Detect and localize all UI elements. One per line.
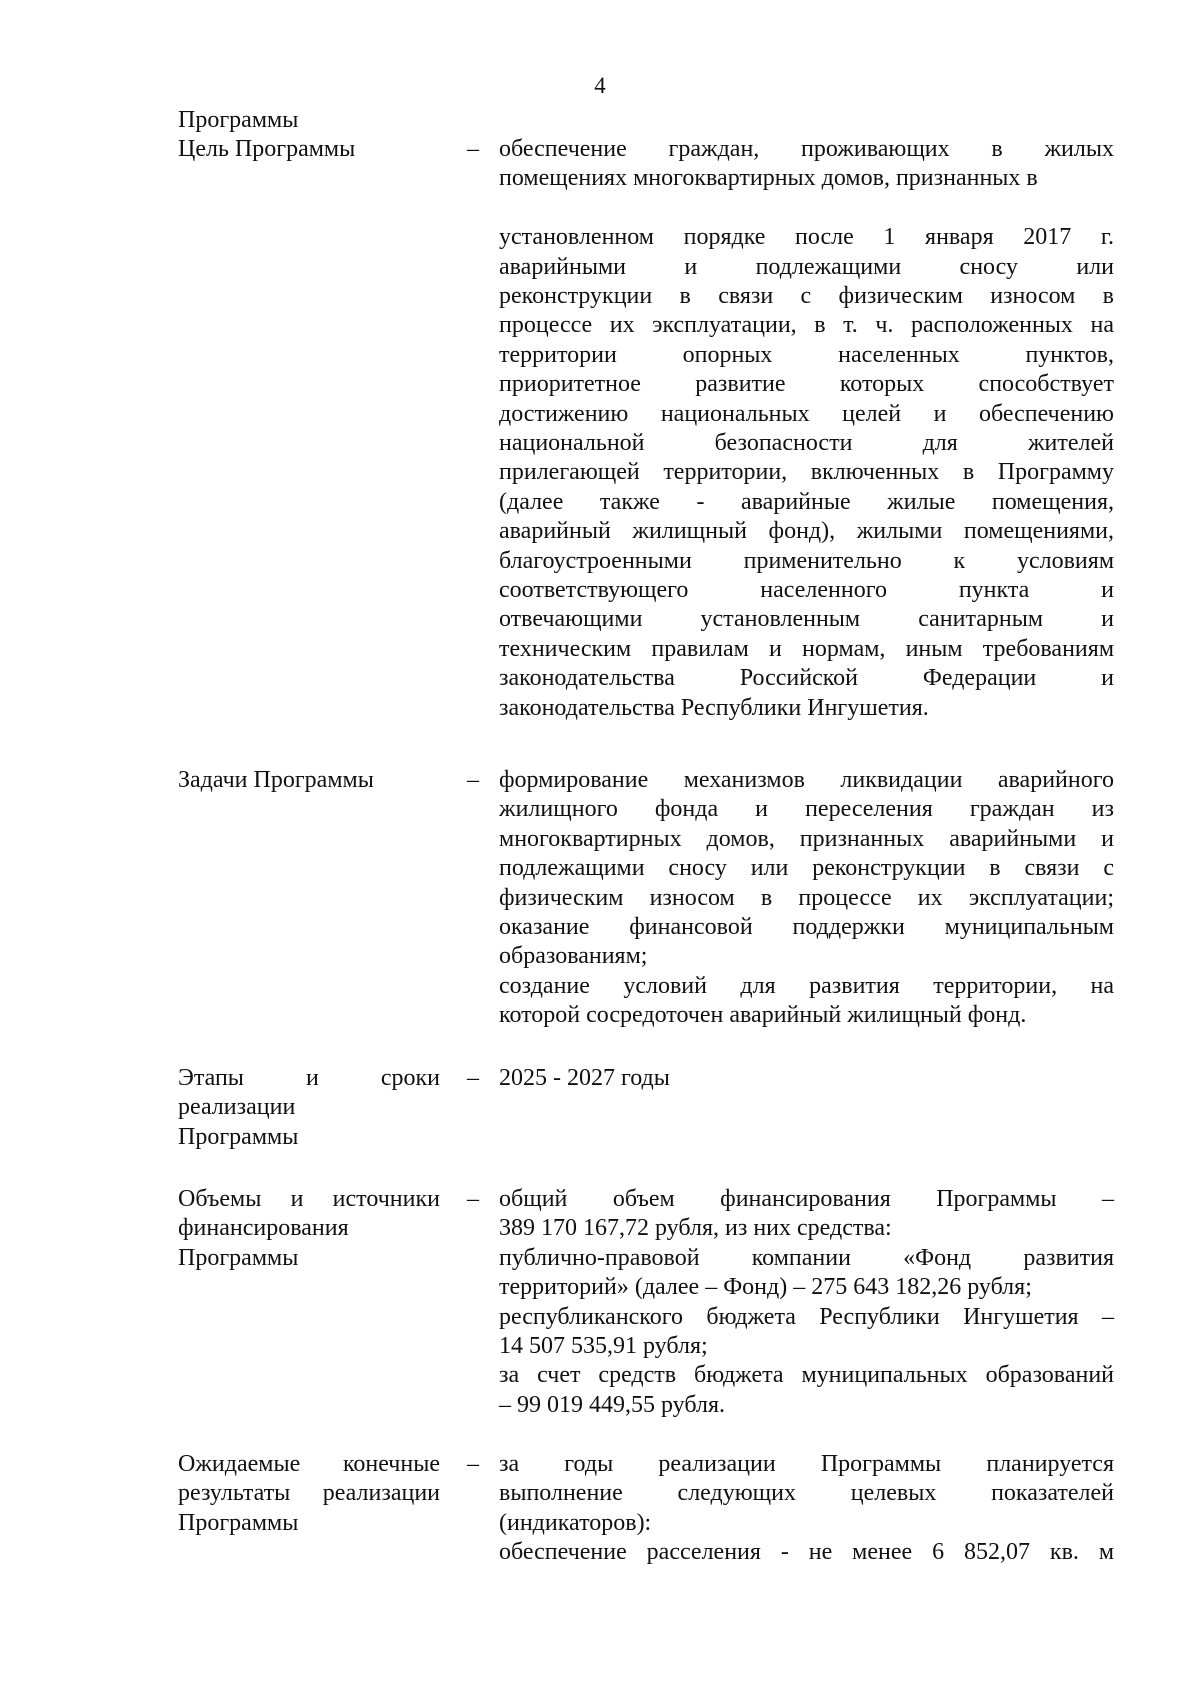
funding-label-line: финансирования — [178, 1215, 349, 1242]
results-text — [499, 1450, 1114, 1568]
goal-line: процессе их эксплуатации, в т. ч. расположенных на — [499, 312, 1114, 339]
stages-line: 2025 - 2027 годы — [499, 1065, 670, 1091]
header-tail-label — [178, 106, 440, 135]
funding-label — [178, 1185, 440, 1273]
tasks-dash: – — [467, 767, 479, 793]
results-label-line: Ожидаемые конечные — [178, 1451, 440, 1477]
goal-line: законодательства Российской Федерации и — [499, 665, 1114, 692]
stages-label-line: Этапы и сроки — [178, 1065, 440, 1091]
funding-label-line: Объемы и источники — [178, 1186, 440, 1212]
goal-line: благоустроенными применительно к условиям — [499, 547, 1114, 574]
header-tail-text: Программы — [178, 107, 299, 133]
results-line: (индикаторов): — [499, 1509, 652, 1536]
goal-line: территории опорных населенных пунктов, — [499, 341, 1114, 368]
results-line: выполнение следующих целевых показателей — [499, 1480, 1114, 1507]
goal-text — [499, 135, 1114, 723]
tasks-line: физическим износом в процессе их эксплуатации; — [499, 884, 1114, 911]
tasks-line: создание условий для развития территории, на — [499, 972, 1114, 999]
goal-line: техническим правилам и нормам, иным требованиям — [499, 635, 1114, 662]
goal-line: реконструкции в связи с физическим износом в — [499, 283, 1114, 310]
tasks-line: которой сосредоточен аварийный жилищный фонд. — [499, 1002, 1027, 1029]
tasks-label — [178, 766, 440, 795]
funding-line: за счет средств бюджета муниципальных образований — [499, 1362, 1114, 1389]
page-number: 4 — [594, 73, 606, 98]
results-line: обеспечение расселения - не менее 6 852,07 кв. м — [499, 1539, 1114, 1566]
goal-line: обеспечение граждан, проживающих в жилых — [499, 136, 1114, 162]
tasks-line: образованиям; — [499, 943, 648, 970]
funding-dash: – — [467, 1186, 479, 1212]
results-line: за годы реализации Программы планируется — [499, 1451, 1114, 1477]
goal-line: национальной безопасности для жителей — [499, 430, 1114, 457]
goal-line: прилегающей территории, включенных в Программу — [499, 459, 1114, 486]
funding-line: территорий» (далее – Фонд) – 275 643 182,26 рубля; — [499, 1274, 1032, 1301]
goal-line: (далее также - аварийные жилые помещения, — [499, 488, 1114, 515]
funding-text — [499, 1185, 1114, 1420]
goal-line: соответствующего населенного пункта и — [499, 577, 1114, 604]
results-label-line: Программы — [178, 1509, 299, 1536]
funding-label-line: Программы — [178, 1244, 299, 1271]
goal-line: установленном порядке после 1 января 2017 г. — [499, 224, 1114, 251]
stages-dash: – — [467, 1065, 479, 1091]
results-dash: – — [467, 1451, 479, 1477]
tasks-line: многоквартирных домов, признанных аварийными и — [499, 825, 1114, 852]
funding-line: – 99 019 449,55 рубля. — [499, 1391, 725, 1418]
tasks-line: жилищного фонда и переселения граждан из — [499, 796, 1114, 823]
funding-line: республиканского бюджета Республики Ингушетия – — [499, 1303, 1114, 1330]
stages-text — [499, 1064, 1114, 1093]
goal-line: аварийными и подлежащими сносу или — [499, 253, 1114, 280]
goal-label — [178, 135, 440, 164]
goal-label-line: Цель Программы — [178, 136, 356, 162]
goal-line: законодательства Республики Ингушетия. — [499, 694, 929, 721]
tasks-label-line: Задачи Программы — [178, 767, 374, 793]
results-label — [178, 1450, 440, 1538]
funding-line: 389 170 167,72 рубля, из них средства: — [499, 1215, 892, 1242]
tasks-text — [499, 766, 1114, 1031]
results-label-line: результаты реализации — [178, 1480, 440, 1507]
tasks-line: оказание финансовой поддержки муниципальным — [499, 914, 1114, 941]
tasks-line: формирование механизмов ликвидации аварийного — [499, 767, 1114, 793]
goal-line: отвечающими установленным санитарным и — [499, 606, 1114, 633]
stages-label-line: реализации — [178, 1094, 296, 1121]
goal-gap — [499, 194, 1114, 223]
funding-line: 14 507 535,91 рубля; — [499, 1333, 708, 1360]
tasks-line: подлежащими сносу или реконструкции в связи с — [499, 855, 1114, 882]
stages-label-line: Программы — [178, 1123, 299, 1150]
funding-line: публично-правовой компании «Фонд развития — [499, 1244, 1114, 1271]
goal-line: достижению национальных целей и обеспечению — [499, 400, 1114, 427]
funding-line: общий объем финансирования Программы – — [499, 1186, 1114, 1212]
goal-line: приоритетное развитие которых способствует — [499, 371, 1114, 398]
stages-label — [178, 1064, 440, 1152]
goal-line: помещениях многоквартирных домов, признанных в — [499, 165, 1038, 192]
goal-dash: – — [467, 136, 479, 162]
goal-line: аварийный жилищный фонд), жилыми помещениями, — [499, 518, 1114, 545]
